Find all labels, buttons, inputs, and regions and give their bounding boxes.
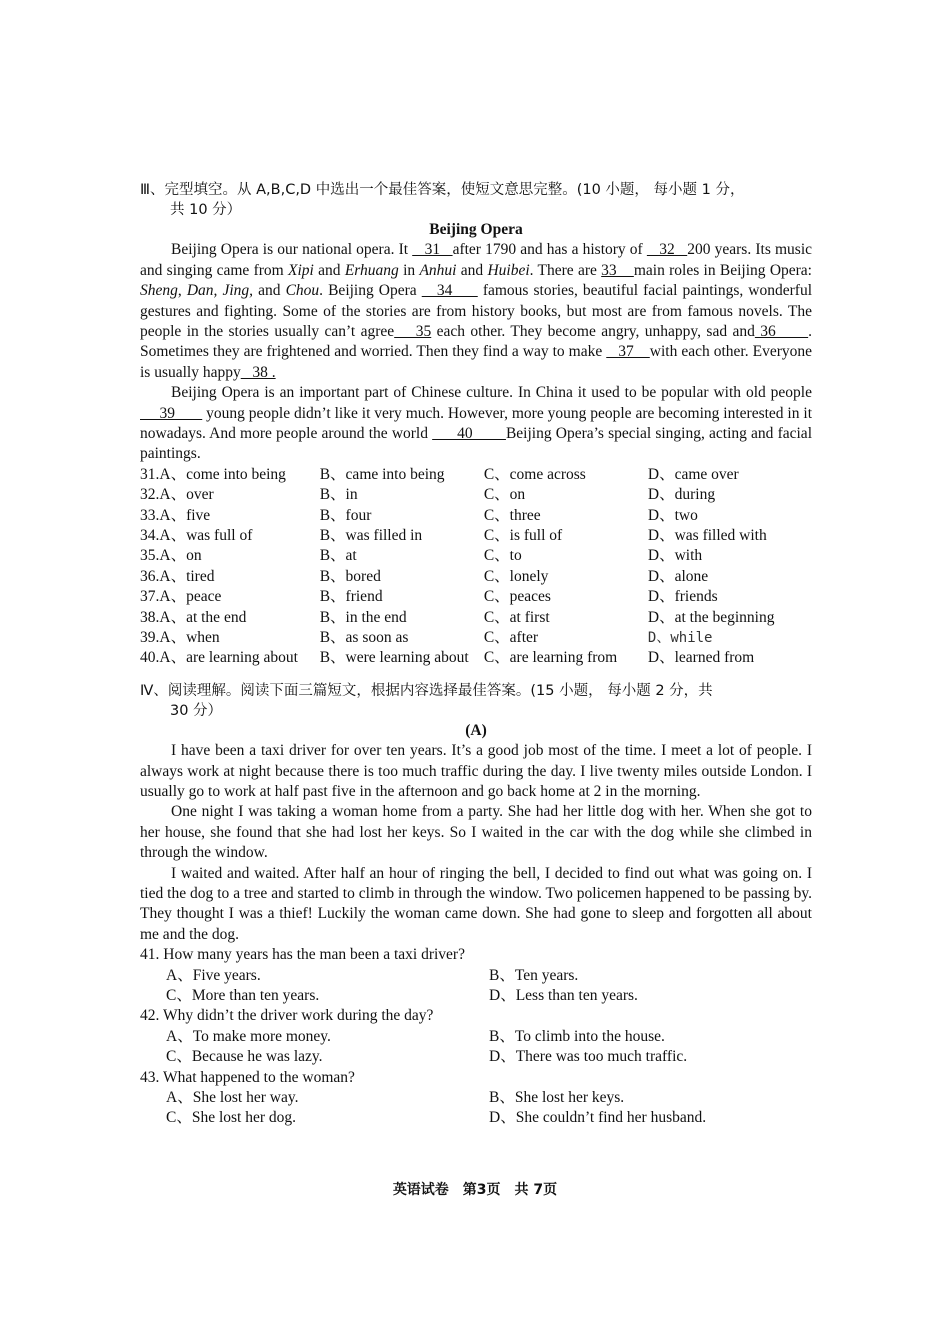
passage-title: Beijing Opera	[429, 221, 523, 238]
section3-heading-line2: 共 10 分）	[170, 202, 242, 218]
question-text: 41. How many years has the man been a taxi driver?	[140, 946, 465, 964]
option-row-36: 36.A、tired B、bored C、lonely D、alone	[140, 567, 709, 585]
section4-heading-line1: Ⅳ、阅读理解。阅读下面三篇短文，根据内容选择最佳答案。(15 小题， 每小题 2 分，共	[140, 682, 713, 699]
option-row-33: 33.A、five B、four C、three D、two	[140, 506, 698, 524]
blank-38: 38 .	[240, 363, 276, 381]
cloze-options	[140, 465, 812, 669]
blank-40: 40	[432, 425, 506, 443]
cloze-paragraph-2: Beijing Opera is an important part of Chinese culture. In China it used to be popular with old people 39 young people didn’t like it very much. However, more young people are becoming interested in it nowadays. And more people around the world 40 Beijing Opera’s special singing, acting and facial paintings.	[140, 384, 812, 463]
reading-paragraph-2: One night I was taking a woman home from a party. She had her little dog with her. When she got to her house, she found that she had lost her keys. So I waited in the car with the dog while she climbed in through the window.	[140, 803, 812, 862]
option-d: D、Less than ten years.	[489, 987, 638, 1005]
option-row-38: 38.A、at the end B、in the end C、at first D、at the beginning	[140, 608, 775, 626]
option-a: A、Five years.	[166, 966, 261, 984]
option-a: A、She lost her way.	[166, 1089, 299, 1107]
option-b: B、Ten years.	[489, 966, 579, 984]
blank-37: 37	[606, 343, 650, 361]
option-row-31: 31.A、come into being B、came into being C、come across D、came over	[140, 465, 739, 483]
question-text: 42. Why didn’t the driver work during the day?	[140, 1007, 434, 1025]
blank-39: 39	[140, 404, 203, 422]
blank-32: 32	[646, 241, 688, 259]
question-43	[140, 1068, 812, 1129]
option-c: C、More than ten years.	[166, 987, 320, 1005]
option-row-39: 39.A、when B、as soon as C、after D、while	[140, 629, 713, 646]
cloze-paragraph-1: Beijing Opera is our national opera. It 31 after 1790 and has a history of 32 200 years. Its music and singing came from Xipi and Erhuang in Anhui and Huibei. There are 33 main roles in Beijing Opera: Sheng, Dan, Jing, and Chou. Beijing Opera 34 famous stories, beautiful facial paintings, wonderful gestures and fighting. Some of the stories are from history books, but most are from famous novels. The people in the stories usually can’t agree 35 each other. They become angry, unhappy, sad and 36 . Sometimes they are frightened and worried. Then they find a way to make 37 with each other. Everyone is usually happy 38 .	[140, 241, 813, 381]
exam-page	[140, 180, 812, 1129]
page-footer: 英语试卷 第3页 共 7页	[392, 1182, 558, 1198]
section3-heading	[140, 180, 812, 220]
option-a: A、To make more money.	[166, 1027, 331, 1045]
section4-heading-line2: 30 分）	[170, 702, 223, 719]
option-c: C、She lost her dog.	[166, 1109, 297, 1127]
question-42	[140, 1006, 812, 1067]
option-b: B、She lost her keys.	[489, 1089, 625, 1107]
reading-paragraph-3: I waited and waited. After half an hour of ringing the bell, I decided to find out what was going on. I tied the dog to a tree and started to climb in through the window. Two policemen happened to be passing by. They thought I was a thief! Luckily the woman came down. She had gone to sleep and forgotten all about me and the dog.	[140, 864, 812, 943]
option-row-40: 40.A、are learning about B、were learning about C、are learning from D、learned from	[140, 649, 755, 667]
blank-35: 35	[394, 323, 432, 341]
option-d: D、She couldn’t find her husband.	[489, 1109, 707, 1127]
blank-36: 36	[754, 323, 809, 341]
option-row-37: 37.A、peace B、friend C、peaces D、friends	[140, 588, 718, 606]
option-b: B、To climb into the house.	[489, 1027, 665, 1045]
reading-paragraph-1: I have been a taxi driver for over ten years. It’s a good job most of the time. I meet a lot of people. I always work at night because there is too much traffic during the day. I live twenty miles outside London. I usually go to work at half past five in the afternoon and go back home at 2 in the morning.	[140, 742, 812, 800]
section3-heading-line1: Ⅲ、完型填空。从 A,B,C,D 中选出一个最佳答案，使短文意思完整。(10 小题， 每小题 1 分，	[140, 182, 745, 198]
option-row-34: 34.A、was full of B、was filled in C、is full of D、was filled with	[140, 527, 767, 545]
option-row-32: 32.A、over B、in C、on D、during	[140, 486, 716, 504]
option-c: C、Because he was lazy.	[166, 1048, 323, 1066]
option-d: D、There was too much traffic.	[489, 1048, 688, 1066]
section4-heading	[140, 681, 812, 721]
question-text: 43. What happened to the woman?	[140, 1068, 355, 1086]
blank-33: 33	[601, 261, 634, 279]
passage-a-title: (A)	[465, 721, 487, 739]
option-row-35: 35.A、on B、at C、to D、with	[140, 547, 703, 565]
blank-31: 31	[412, 241, 453, 259]
blank-34: 34	[421, 282, 478, 300]
question-41	[140, 945, 812, 1006]
